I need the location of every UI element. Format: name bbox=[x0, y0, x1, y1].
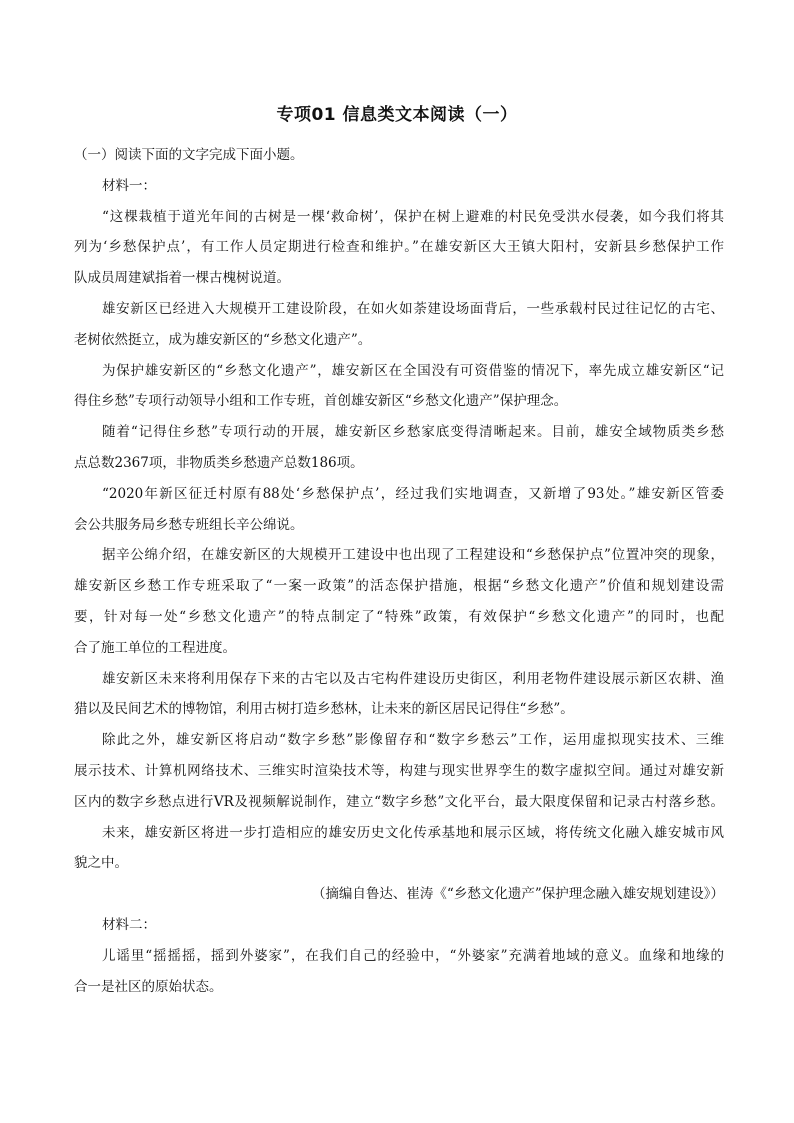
paragraph-line: 展示技术、计算机网络技术、三维实时渲染技术等，构建与现实世界孪生的数字虚拟空间。通过对雄安新 bbox=[74, 762, 724, 779]
paragraph-line: 合了施工单位的工程进度。 bbox=[74, 639, 236, 656]
paragraph-line: 据辛公绵介绍，在雄安新区的大规模开工建设中也出现了工程建设和“乡愁保护点”位置冲突的现象， bbox=[102, 547, 724, 564]
material-heading: 材料一： bbox=[102, 177, 156, 194]
paragraph-line: 随着“记得住乡愁”专项行动的开展，雄安新区乡愁家底变得清晰起来。目前，雄安全域物质类乡愁 bbox=[102, 424, 724, 441]
paragraph-line: 要，针对每一处“乡愁文化遗产”的特点制定了“特殊”政策，有效保护“乡愁文化遗产”的同时，也配 bbox=[74, 608, 724, 625]
paragraph-line: “2020年新区征迁村原有88处‘乡愁保护点’，经过我们实地调查，又新增了93处。”雄安新区管委 bbox=[102, 485, 724, 502]
paragraph-line: 未来，雄安新区将进一步打造相应的雄安历史文化传承基地和展示区域，将传统文化融入雄安城市风 bbox=[102, 824, 724, 841]
paragraph-line: 合一是社区的原始状态。 bbox=[74, 978, 223, 995]
paragraph-line: 除此之外，雄安新区将启动“数字乡愁”影像留存和“数字乡愁云”工作，运用虚拟现实技术、三维 bbox=[102, 732, 724, 749]
paragraph-line: “这棵栽植于道光年间的古树是一棵‘救命树’，保护在树上避难的村民免受洪水侵袭，如今我们将其 bbox=[102, 208, 724, 225]
paragraph-line: 会公共服务局乡愁专班组长辛公绵说。 bbox=[74, 516, 304, 533]
paragraph-line: 雄安新区乡愁工作专班采取了“一案一政策”的活态保护措施，根据“乡愁文化遗产”价值和规划建设需 bbox=[74, 578, 724, 595]
paragraph-line: 列为‘乡愁保护点’，有工作人员定期进行检查和维护。”在雄安新区大王镇大阳村，安新县乡愁保护工作 bbox=[74, 239, 724, 256]
paragraph-line: 区内的数字乡愁点进行VR及视频解说制作，建立“数字乡愁”文化平台，最大限度保留和记录古村落乡愁。 bbox=[74, 793, 724, 810]
paragraph-line: 猎以及民间艺术的博物馆，利用古树打造乡愁林，让未来的新区居民记得住“乡愁”。 bbox=[74, 701, 574, 718]
article-body bbox=[74, 140, 724, 1002]
paragraph-line: 雄安新区已经进入大规模开工建设阶段，在如火如荼建设场面背后，一些承载村民过往记忆的古宅、 bbox=[102, 300, 724, 317]
paragraph-line: 得住乡愁”专项行动领导小组和工作专班，首创雄安新区“乡愁文化遗产”保护理念。 bbox=[74, 393, 568, 410]
paragraph-line: 雄安新区未来将利用保存下来的古宅以及古宅构件建设历史街区，利用老物件建设展示新区农耕、渔 bbox=[102, 670, 724, 687]
page-title: 专项01 信息类文本阅读（一） bbox=[276, 105, 518, 125]
paragraph-line: 为保护雄安新区的“乡愁文化遗产”，雄安新区在全国没有可资借鉴的情况下，率先成立雄安新区“记 bbox=[102, 362, 724, 379]
question-instruction: （一）阅读下面的文字完成下面小题。 bbox=[74, 147, 304, 163]
paragraph-line: 队成员周建斌指着一棵古槐树说道。 bbox=[74, 270, 290, 287]
paragraph-line: 点总数2367项，非物质类乡愁遗产总数186项。 bbox=[74, 454, 364, 471]
paragraph-line: 貌之中。 bbox=[74, 855, 128, 872]
source-citation: （摘编自鲁达、崔涛《“乡愁文化遗产”保护理念融入雄安规划建设》） bbox=[311, 886, 724, 903]
material-heading: 材料二： bbox=[102, 916, 156, 933]
paragraph-line: 儿谣里“摇摇摇，摇到外婆家”，在我们自己的经验中，“外婆家”充满着地域的意义。血缘和地缘的 bbox=[102, 947, 724, 964]
paragraph-line: 老树依然挺立，成为雄安新区的“乡愁文化遗产”。 bbox=[74, 331, 372, 348]
